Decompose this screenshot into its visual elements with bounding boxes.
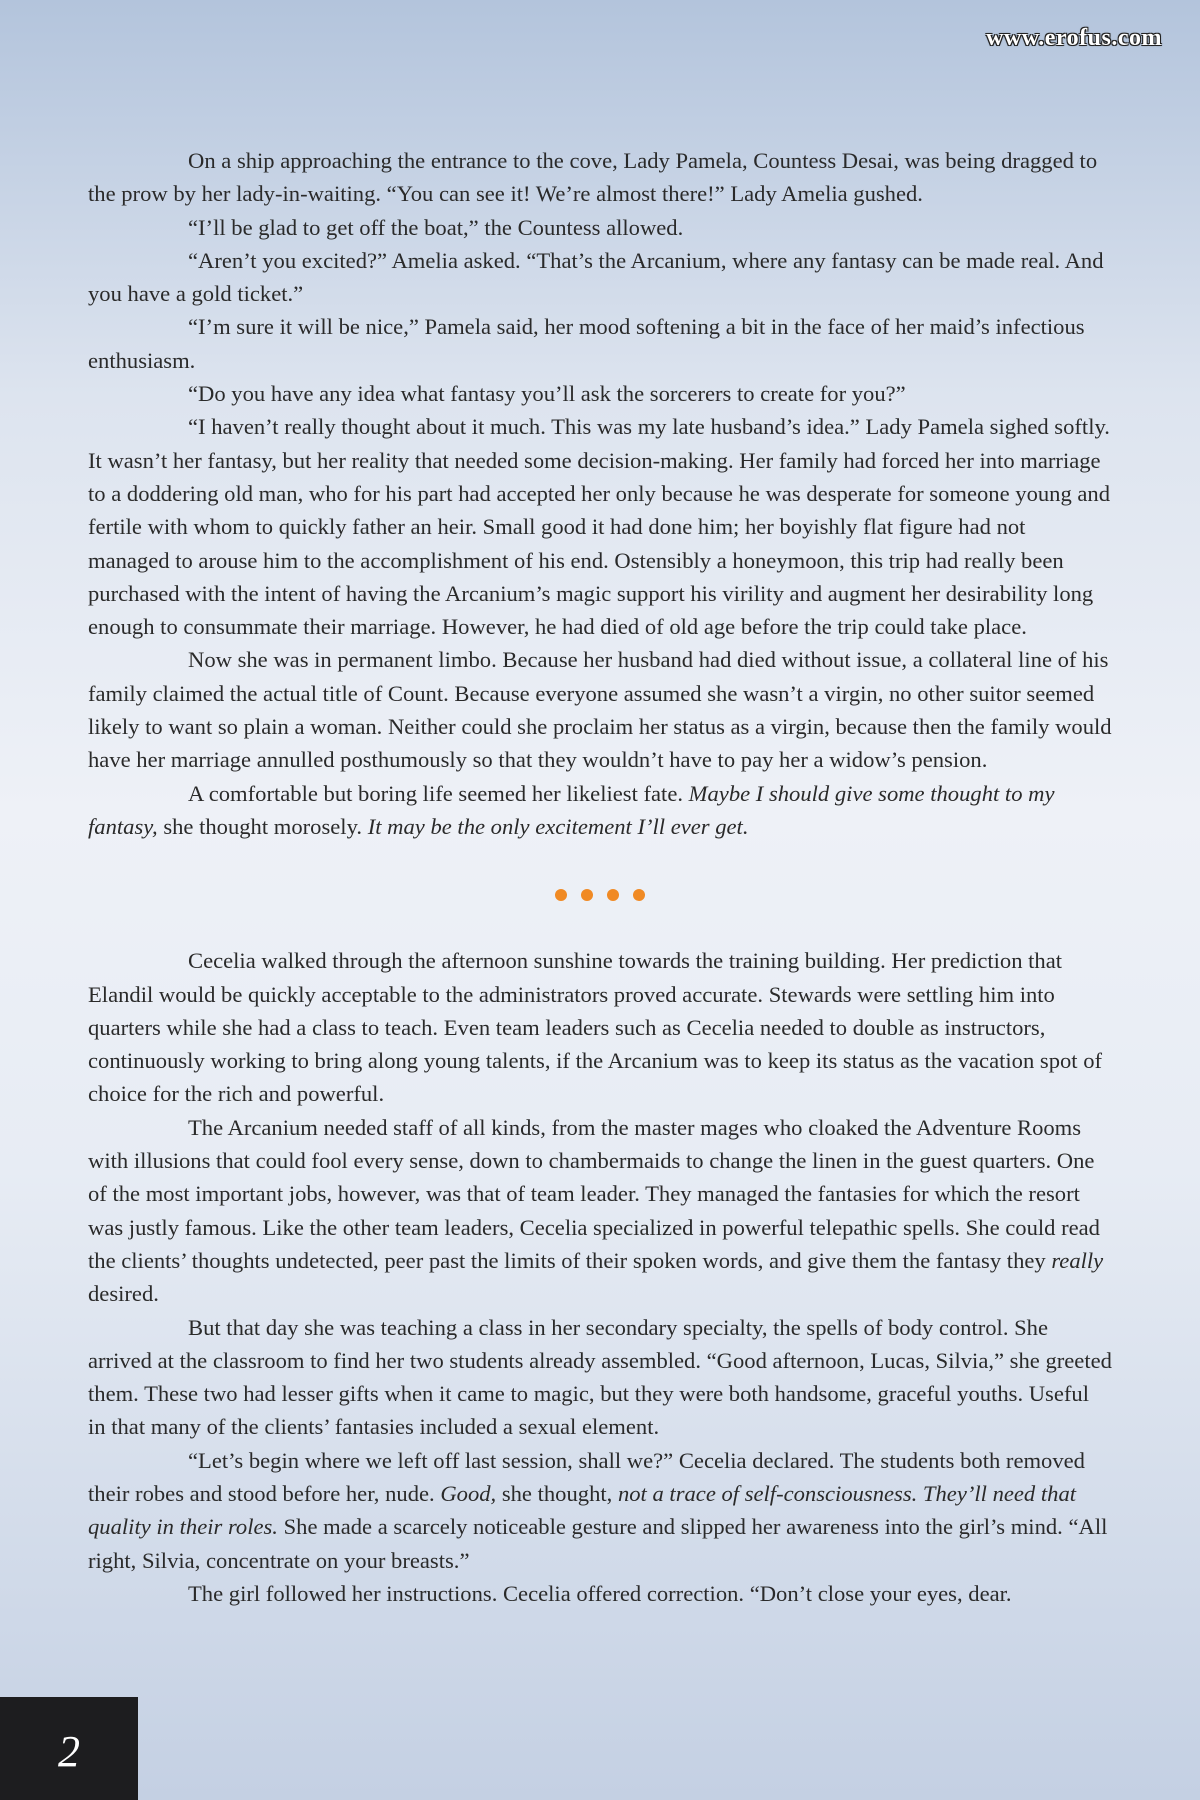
text-run: She made a scarcely noticeable gesture and slipped her awareness into the girl’s mind. “All right, Silvia, concentrate on your breasts.” xyxy=(88,1514,1108,1573)
watermark: www.erofus.com xyxy=(986,25,1162,51)
text-run: Now she was in permanent limbo. Because her husband had died without issue, a collateral line of his family claimed the actual title of Count. Because everyone assumed she wasn’t a virgin, no other suitor seemed likely to want so plain a woman. Neither could she proclaim her status as a virgin, because then the family would have her marriage annulled posthumously so that they wouldn’t have to pay her a widow’s pension. xyxy=(88,647,1112,773)
separator-dot xyxy=(607,889,619,901)
page-number-box xyxy=(0,1697,138,1800)
italic-text-run: It may be the only excitement I’ll ever get. xyxy=(367,813,749,839)
separator-dot xyxy=(581,889,593,901)
page-number: 2 xyxy=(58,1727,80,1776)
paragraph xyxy=(88,1111,1112,1311)
paragraph xyxy=(88,944,1112,1110)
text-run: Cecelia walked through the afternoon sunshine towards the training building. Her prediction that Elandil would be quickly acceptable to the administrators proved accurate. Stewards were settling him into quarters while she had a class to teach. Even team leaders such as Cecelia needed to double as instructors, continuously working to bring along young talents, if the Arcanium was to keep its status as the vacation spot of choice for the rich and powerful. xyxy=(88,948,1103,1107)
text-run: But that day she was teaching a class in her secondary specialty, the spells of body control. She arrived at the classroom to find her two students already assembled. “Good afternoon, Lucas, Silvia,” she greeted them. These two had lesser gifts when it came to magic, but they were both handsome, graceful youths. Useful in that many of the clients’ fantasies included a sexual element. xyxy=(88,1314,1112,1440)
text-run: “Do you have any idea what fantasy you’ll ask the sorcerers to create for you?” xyxy=(188,381,906,407)
paragraph xyxy=(88,1444,1112,1577)
text-run: On a ship approaching the entrance to the cove, Lady Pamela, Countess Desai, was being dragged to the prow by her lady-in-waiting. “You can see it! We’re almost there!” Lady Amelia gushed. xyxy=(88,148,1098,207)
italic-text-run: Maybe I should give some thought to my fantasy, xyxy=(88,780,1055,839)
text-run: desired. xyxy=(88,1281,159,1307)
section-one xyxy=(88,144,1112,843)
paragraph xyxy=(88,377,1112,410)
text-run: The Arcanium needed staff of all kinds, from the master mages who cloaked the Adventure Rooms with illusions that could fool every sense, down to chambermaids to change the linen in the guest quarters. One of the most important jobs, however, was that of team leader. They managed the fantasies for which the resort was justly famous. Like the other team leaders, Cecelia specialized in powerful telepathic spells. She could read the clients’ thoughts undetected, peer past the limits of their spoken words, and give them the fantasy they xyxy=(88,1114,1100,1273)
text-run: “I’ll be glad to get off the boat,” the Countess allowed. xyxy=(188,214,684,240)
paragraph xyxy=(88,643,1112,776)
paragraph xyxy=(88,777,1112,844)
text-run: “Aren’t you excited?” Amelia asked. “That’s the Arcanium, where any fantasy can be made real. And you have a gold ticket.” xyxy=(88,247,1104,307)
paragraph xyxy=(88,144,1112,211)
separator-dot xyxy=(555,889,567,901)
section-separator xyxy=(88,843,1112,944)
paragraph xyxy=(88,1311,1112,1444)
section-two xyxy=(88,944,1112,1610)
paragraph xyxy=(88,1577,1112,1610)
paragraph xyxy=(88,310,1112,377)
separator-dot xyxy=(633,889,645,901)
italic-text-run: Good, xyxy=(440,1480,497,1506)
text-run: “Let’s begin where we left off last session, shall we?” Cecelia declared. The students both removed their robes and stood before her, nude. xyxy=(88,1447,1085,1506)
text-run: she thought, xyxy=(496,1480,618,1506)
italic-text-run: not a trace of self-consciousness. They’ll need that quality in their roles. xyxy=(88,1480,1077,1540)
italic-text-run: really xyxy=(1051,1247,1104,1273)
text-run: she thought morosely. xyxy=(157,813,368,839)
paragraph xyxy=(88,244,1112,311)
text-run: A comfortable but boring life seemed her likeliest fate. xyxy=(188,780,689,806)
page-body xyxy=(88,144,1112,1610)
paragraph xyxy=(88,211,1112,244)
paragraph xyxy=(88,410,1112,643)
text-run: “I haven’t really thought about it much. This was my late husband’s idea.” Lady Pamela sighed softly. It wasn’t her fantasy, but her reality that needed some decision-making. Her family had forced her into marriage to a doddering old man, who for his part had accepted her only because he was desperate for someone young and fertile with whom to quickly father an heir. Small good it had done him; her boyishly flat figure had not managed to arouse him to the accomplishment of his end. Ostensibly a honeymoon, this trip had really been purchased with the intent of having the Arcanium’s magic support his virility and augment her desirability long enough to consummate their marriage. However, he had died of old age before the trip could take place. xyxy=(88,414,1111,640)
text-run: “I’m sure it will be nice,” Pamela said, her mood softening a bit in the face of her maid’s infectious enthusiasm. xyxy=(88,314,1085,373)
text-run: The girl followed her instructions. Cecelia offered correction. “Don’t close your eyes, dear. xyxy=(188,1580,1012,1606)
